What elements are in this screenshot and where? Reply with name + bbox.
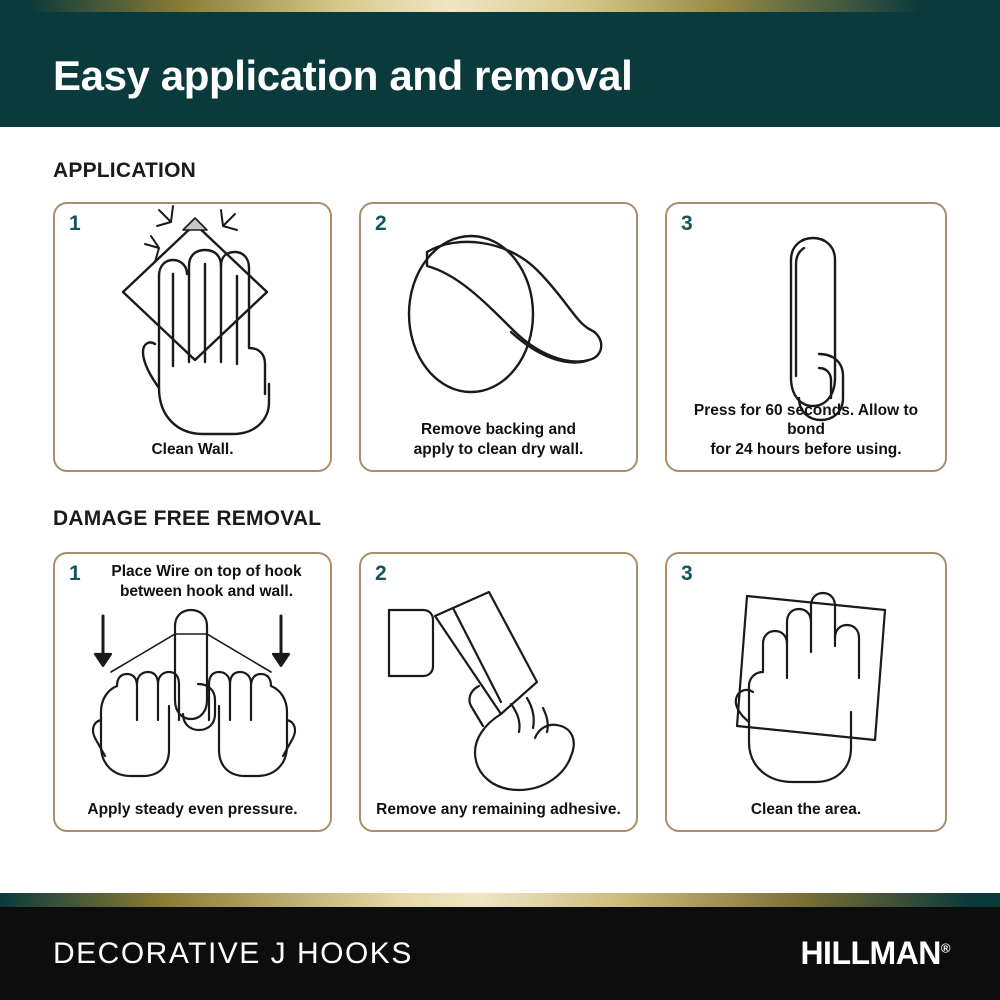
brand-logo [800, 935, 950, 972]
removal-step-1-card [53, 552, 332, 832]
hand-cloth-clean-icon [667, 554, 945, 830]
hand-rubbing-adhesive-icon [361, 554, 636, 830]
step-caption: Clean Wall. [151, 441, 234, 459]
step-caption: Clean the area. [750, 801, 862, 819]
application-step-3-card [665, 202, 947, 472]
bottom-gradient-strip [0, 893, 1000, 907]
removal-step-2-card [359, 552, 638, 832]
step-caption-line-2: for 24 hours before using. [710, 441, 902, 459]
step-caption: Apply steady even pressure. [87, 801, 298, 819]
section-title-removal: DAMAGE FREE REMOVAL [53, 507, 322, 530]
step-top-caption [93, 562, 320, 602]
application-step-1-card [53, 202, 332, 472]
hand-wiping-wall-icon [55, 204, 330, 470]
step-number: 2 [375, 562, 387, 585]
header-band [0, 12, 1000, 127]
step-caption [369, 420, 628, 460]
content-area [0, 127, 1000, 907]
footer-product-name: DECORATIVE J HOOKS [53, 937, 413, 970]
brand-logo-text: HILLMAN [800, 935, 941, 971]
step-number: 2 [375, 212, 387, 235]
application-step-2-card [359, 202, 638, 472]
footer-band [0, 907, 1000, 1000]
step-caption: Remove any remaining adhesive. [376, 801, 621, 819]
step-caption-line-1: Press for 60 seconds. Allow to bond [693, 401, 919, 439]
step-number: 1 [69, 212, 81, 235]
brand-registered-mark: ® [940, 940, 950, 956]
step-top-caption-line-2: between hook and wall. [119, 582, 294, 600]
step-number: 1 [69, 562, 81, 585]
step-caption-line-2: apply to clean dry wall. [413, 441, 584, 459]
section-title-application: APPLICATION [53, 159, 196, 182]
step-caption [675, 401, 937, 460]
top-gradient-strip [0, 0, 1000, 12]
step-caption-line-1: Remove backing and [420, 421, 577, 439]
page-title: Easy application and removal [53, 52, 633, 99]
step-number: 3 [681, 562, 693, 585]
step-top-caption-line-1: Place Wire on top of hook [111, 563, 302, 580]
removal-step-3-card [665, 552, 947, 832]
step-number: 3 [681, 212, 693, 235]
